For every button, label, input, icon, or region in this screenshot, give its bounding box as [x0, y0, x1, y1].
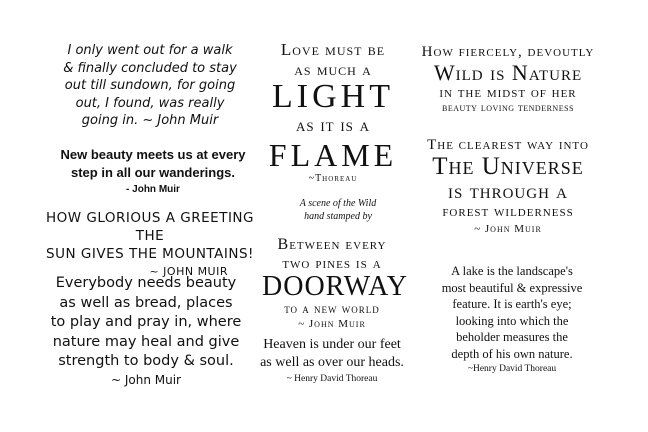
quote-line: Love must be [280, 40, 386, 59]
quote-line: most beautiful & expressive [441, 280, 583, 295]
quote-line: as well as bread, places [59, 294, 233, 311]
quote-line: Between every [277, 236, 387, 253]
quote-line: step in all our wanderings. [71, 165, 235, 180]
quote-line: in the midst of her [439, 85, 577, 101]
quote-emphasis: FLAME [268, 137, 398, 173]
quote-line: to a new world [284, 301, 380, 316]
quote-line: HOW GLORIOUS A GREETING THE [46, 210, 254, 244]
quote-line: strength to body & soul. [58, 353, 234, 369]
quote-emphasis: DOORWAY [262, 271, 408, 302]
quote-line: as much a [294, 60, 372, 79]
quote-line: How fiercely, devoutly [421, 44, 595, 60]
quote-emphasis: LIGHT [272, 78, 394, 115]
quote-walk [40, 42, 260, 130]
quote-line: New beauty meets us at every [60, 147, 246, 162]
quote-author: - John Muir [126, 184, 180, 195]
caption-line: A scene of the Wild [299, 198, 377, 209]
quote-line: two pines is a [282, 255, 382, 272]
quote-line: as it is a [295, 115, 371, 136]
quote-line: nature may heal and give [52, 333, 240, 350]
quote-line: out, I found, was really [75, 95, 225, 111]
quote-line: forest wilderness [442, 204, 574, 220]
quote-new-beauty [48, 146, 258, 197]
quote-line: is through a [448, 179, 568, 203]
quote-line: looking into which the [455, 313, 569, 328]
quote-line: Heaven is under our feet [263, 337, 401, 352]
quote-line: as well as over our heads. [260, 355, 404, 370]
quote-line: beauty loving tenderness [442, 102, 574, 114]
quote-line: beholder measures the [456, 330, 568, 344]
quote-line: to play and pray in, where [50, 314, 242, 330]
quote-line: feature. It is earth's eye; [452, 297, 572, 311]
quote-line: & finally concluded to stay [63, 60, 237, 76]
quote-author: ~ JOHN MUIR [149, 265, 228, 278]
quote-author: ~Henry David Thoreau [467, 364, 557, 374]
quote-line: A lake is the landscape's [451, 264, 573, 278]
quote-wild-nature [410, 44, 606, 115]
caption-line: hand stamped by [304, 211, 372, 222]
quote-line: I only went out for a walk [67, 43, 233, 58]
quote-author: ~Thoreau [308, 173, 358, 184]
quote-author: ~ John Muir [474, 223, 542, 235]
quote-heaven [244, 336, 420, 387]
quote-line: SUN GIVES THE MOUNTAINS! [46, 246, 254, 262]
quote-emphasis: The Universe [432, 153, 584, 180]
quote-emphasis: Wild is Nature [433, 60, 583, 85]
quote-glorious-greeting [30, 209, 270, 281]
quote-doorway [262, 236, 408, 331]
quote-light-flame [268, 40, 398, 186]
quote-line: going in. ~ John Muir [81, 113, 219, 128]
quote-author: ~ John Muir [298, 318, 366, 330]
quote-author: ~ John Muir [110, 372, 181, 387]
quote-universe [410, 137, 606, 236]
quote-everybody-beauty [28, 274, 264, 388]
quote-line: depth of his own nature. [451, 346, 573, 361]
quote-line: out till sundown, for going [64, 78, 236, 93]
quote-line: The clearest way into [427, 137, 589, 153]
quote-lake [424, 263, 600, 377]
quote-line: Everybody needs beauty [55, 275, 237, 291]
stamp-caption [268, 197, 408, 223]
quote-author: ~ Henry David Thoreau [286, 374, 378, 384]
